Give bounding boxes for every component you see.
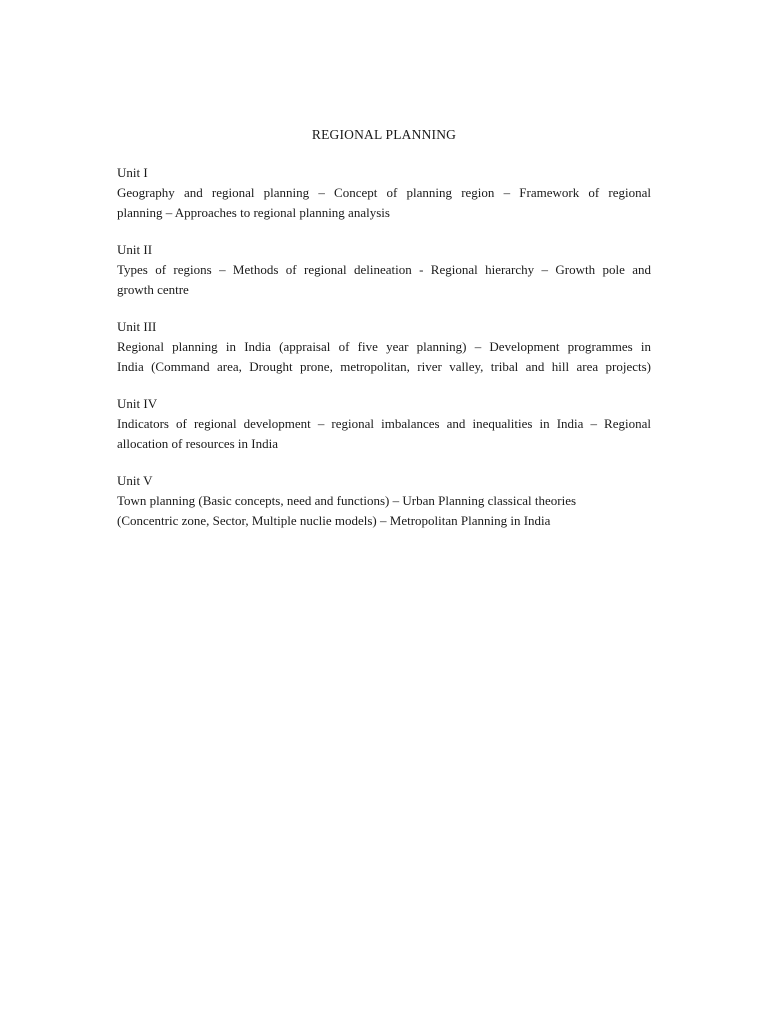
- unit-section-2: [117, 240, 651, 299]
- unit-text-line: planning – Approaches to regional planning analysis: [117, 204, 390, 220]
- unit-section-4: [117, 394, 651, 453]
- unit-section-3: [117, 317, 651, 376]
- unit-text-line: Regional planning in India (appraisal of five year planning) – Development programmes in: [117, 339, 651, 354]
- unit-heading: Unit V: [117, 473, 153, 488]
- unit-section-5: [117, 471, 651, 530]
- unit-text-line: Town planning (Basic concepts, need and functions) – Urban Planning classical theories: [117, 493, 577, 508]
- unit-section-1: [117, 163, 651, 222]
- unit-text-line: Types of regions – Methods of regional delineation - Regional hierarchy – Growth pole and: [117, 262, 651, 277]
- unit-text-line: Indicators of regional development – regional imbalances and inequalities in India – Regional: [117, 416, 651, 431]
- unit-heading: Unit II: [117, 242, 153, 257]
- unit-text-line: India (Command area, Drought prone, metropolitan, river valley, tribal and hill area projects): [117, 358, 651, 374]
- unit-heading: Unit IV: [117, 396, 158, 411]
- unit-text-line: growth centre: [117, 281, 189, 297]
- unit-text-line: allocation of resources in India: [117, 435, 278, 451]
- unit-heading: Unit I: [117, 165, 148, 180]
- unit-text-line: (Concentric zone, Sector, Multiple nuclie models) – Metropolitan Planning in India: [117, 512, 551, 528]
- document-title: REGIONAL PLANNING: [311, 127, 457, 142]
- unit-text-line: Geography and regional planning – Concept of planning region – Framework of regional: [117, 185, 651, 200]
- unit-heading: Unit III: [117, 319, 157, 334]
